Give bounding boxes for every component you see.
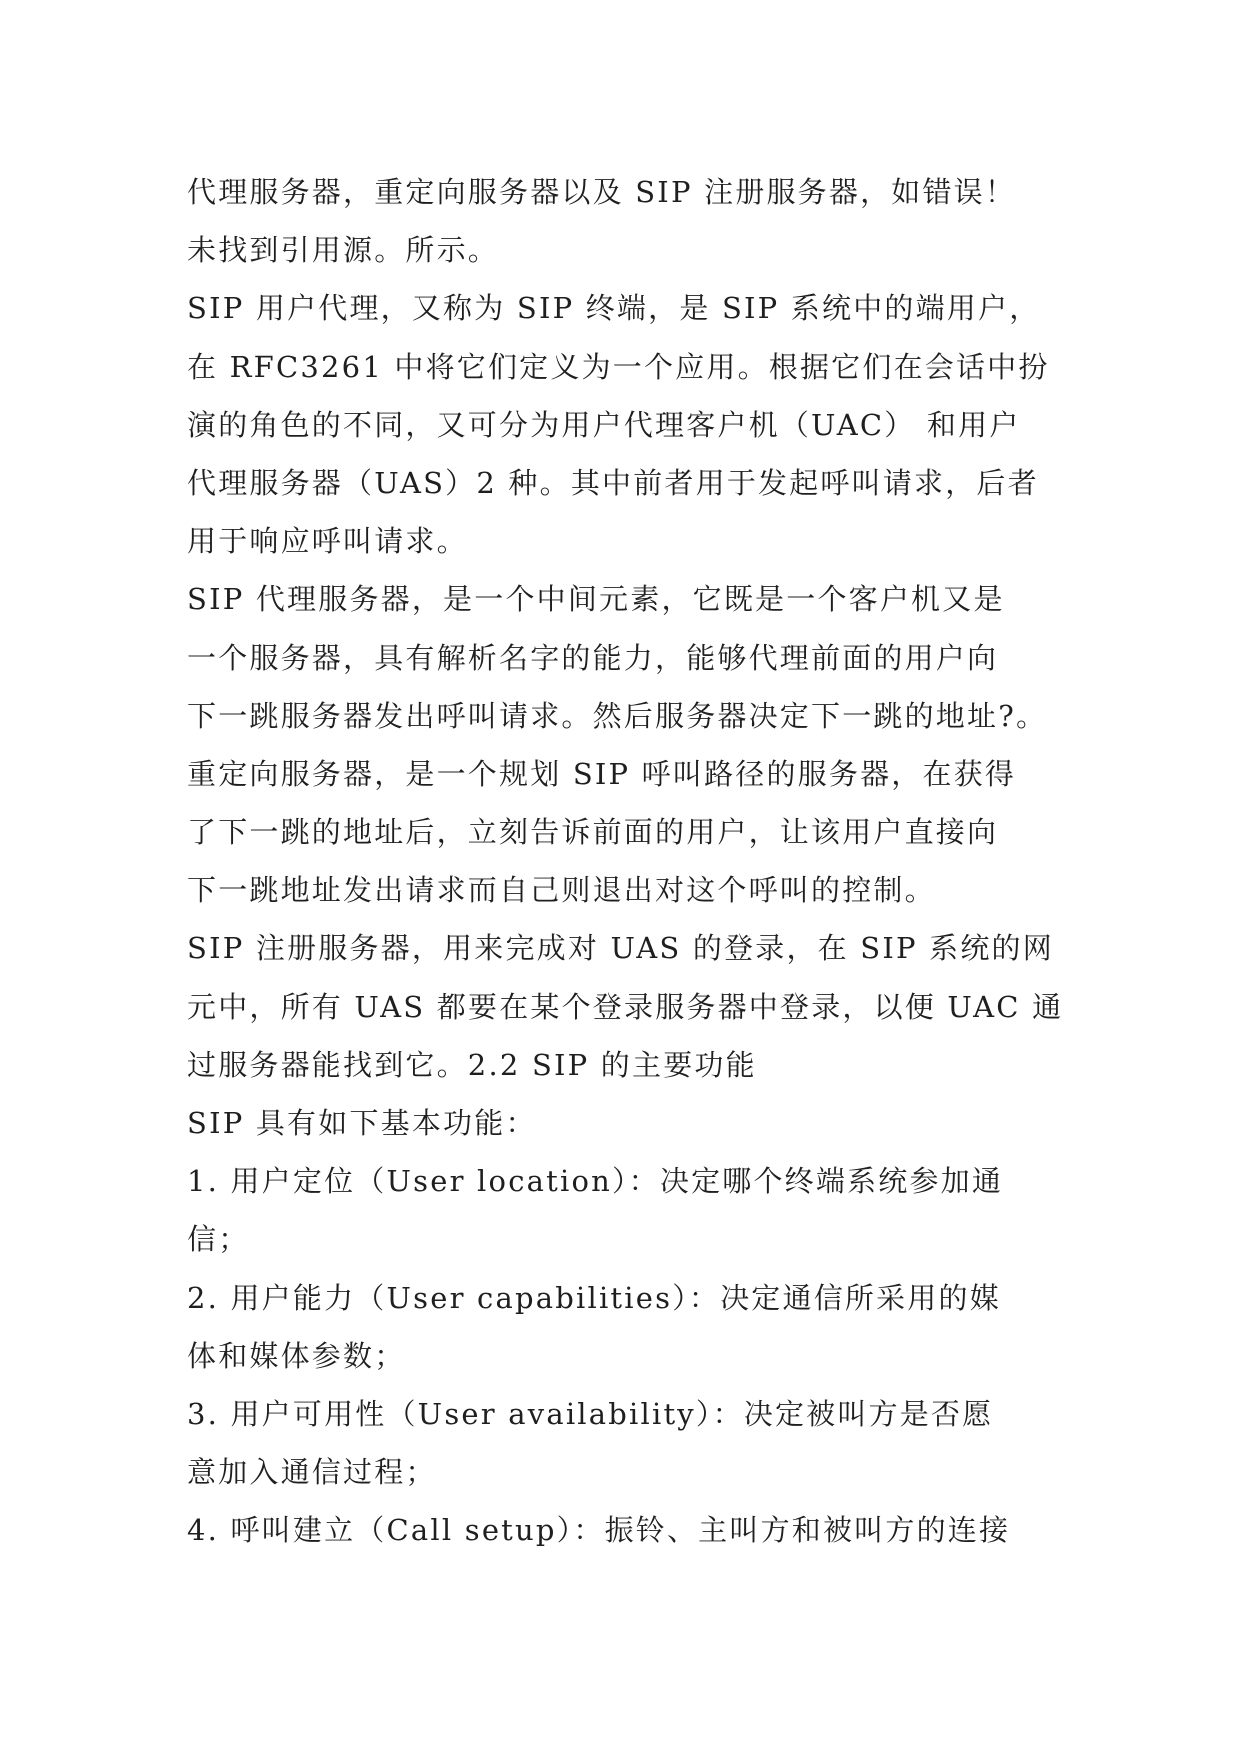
text-line: 代理服务器，重定向服务器以及 SIP 注册服务器，如错误！ — [187, 175, 1017, 209]
text-line: 下一跳服务器发出呼叫请求。然后服务器决定下一跳的地址?。 — [187, 698, 1048, 733]
text-line: 在 RFC3261 中将它们定义为一个应用。根据它们在会话中扮 — [187, 349, 1050, 384]
text-line: 了下一跳的地址后，立刻告诉前面的用户，让该用户直接向 — [187, 815, 999, 850]
text-line: 下一跳地址发出请求而自己则退出对这个呼叫的控制。 — [187, 873, 936, 908]
text-line: SIP 用户代理，又称为 SIP 终端，是 SIP 系统中的端用户， — [187, 291, 1041, 326]
text-line: SIP 代理服务器，是一个中间元素，它既是一个客户机又是 — [187, 582, 1005, 617]
text-line: SIP 注册服务器，用来完成对 UAS 的登录，在 SIP 系统的网 — [187, 931, 1054, 966]
text-line: 代理服务器（UAS）2 种。其中前者用于发起呼叫请求，后者 — [187, 465, 1039, 500]
list-item-line: 4. 呼叫建立（Call setup）：振铃、主叫方和被叫方的连接 — [187, 1513, 1011, 1548]
text-line: SIP 具有如下基本功能： — [187, 1106, 537, 1140]
list-item-line: 3. 用户可用性（User availability）：决定被叫方是否愿 — [187, 1396, 994, 1431]
text-line: 过服务器能找到它。2.2 SIP 的主要功能 — [187, 1047, 757, 1082]
text-line: 重定向服务器，是一个规划 SIP 呼叫路径的服务器，在获得 — [187, 756, 1017, 791]
text-line: 未找到引用源。所示。 — [187, 233, 500, 268]
list-item-line: 信； — [187, 1222, 250, 1257]
text-line: 演的角色的不同，又可分为用户代理客户机（UAC） 和用户 — [187, 407, 1021, 442]
body-text — [187, 163, 1087, 1560]
text-line: 用于响应呼叫请求。 — [187, 524, 468, 559]
text-line: 一个服务器，具有解析名字的能力，能够代理前面的用户向 — [187, 640, 999, 675]
list-item-line: 2. 用户能力（User capabilities）：决定通信所采用的媒 — [187, 1280, 1001, 1315]
list-item-line: 1. 用户定位（User location）：决定哪个终端系统参加通 — [187, 1164, 1004, 1199]
text-line: 元中，所有 UAS 都要在某个登录服务器中登录，以便 UAC 通 — [187, 989, 1064, 1024]
list-item-line: 体和媒体参数； — [187, 1338, 406, 1373]
list-item-line: 意加入通信过程； — [187, 1455, 437, 1490]
